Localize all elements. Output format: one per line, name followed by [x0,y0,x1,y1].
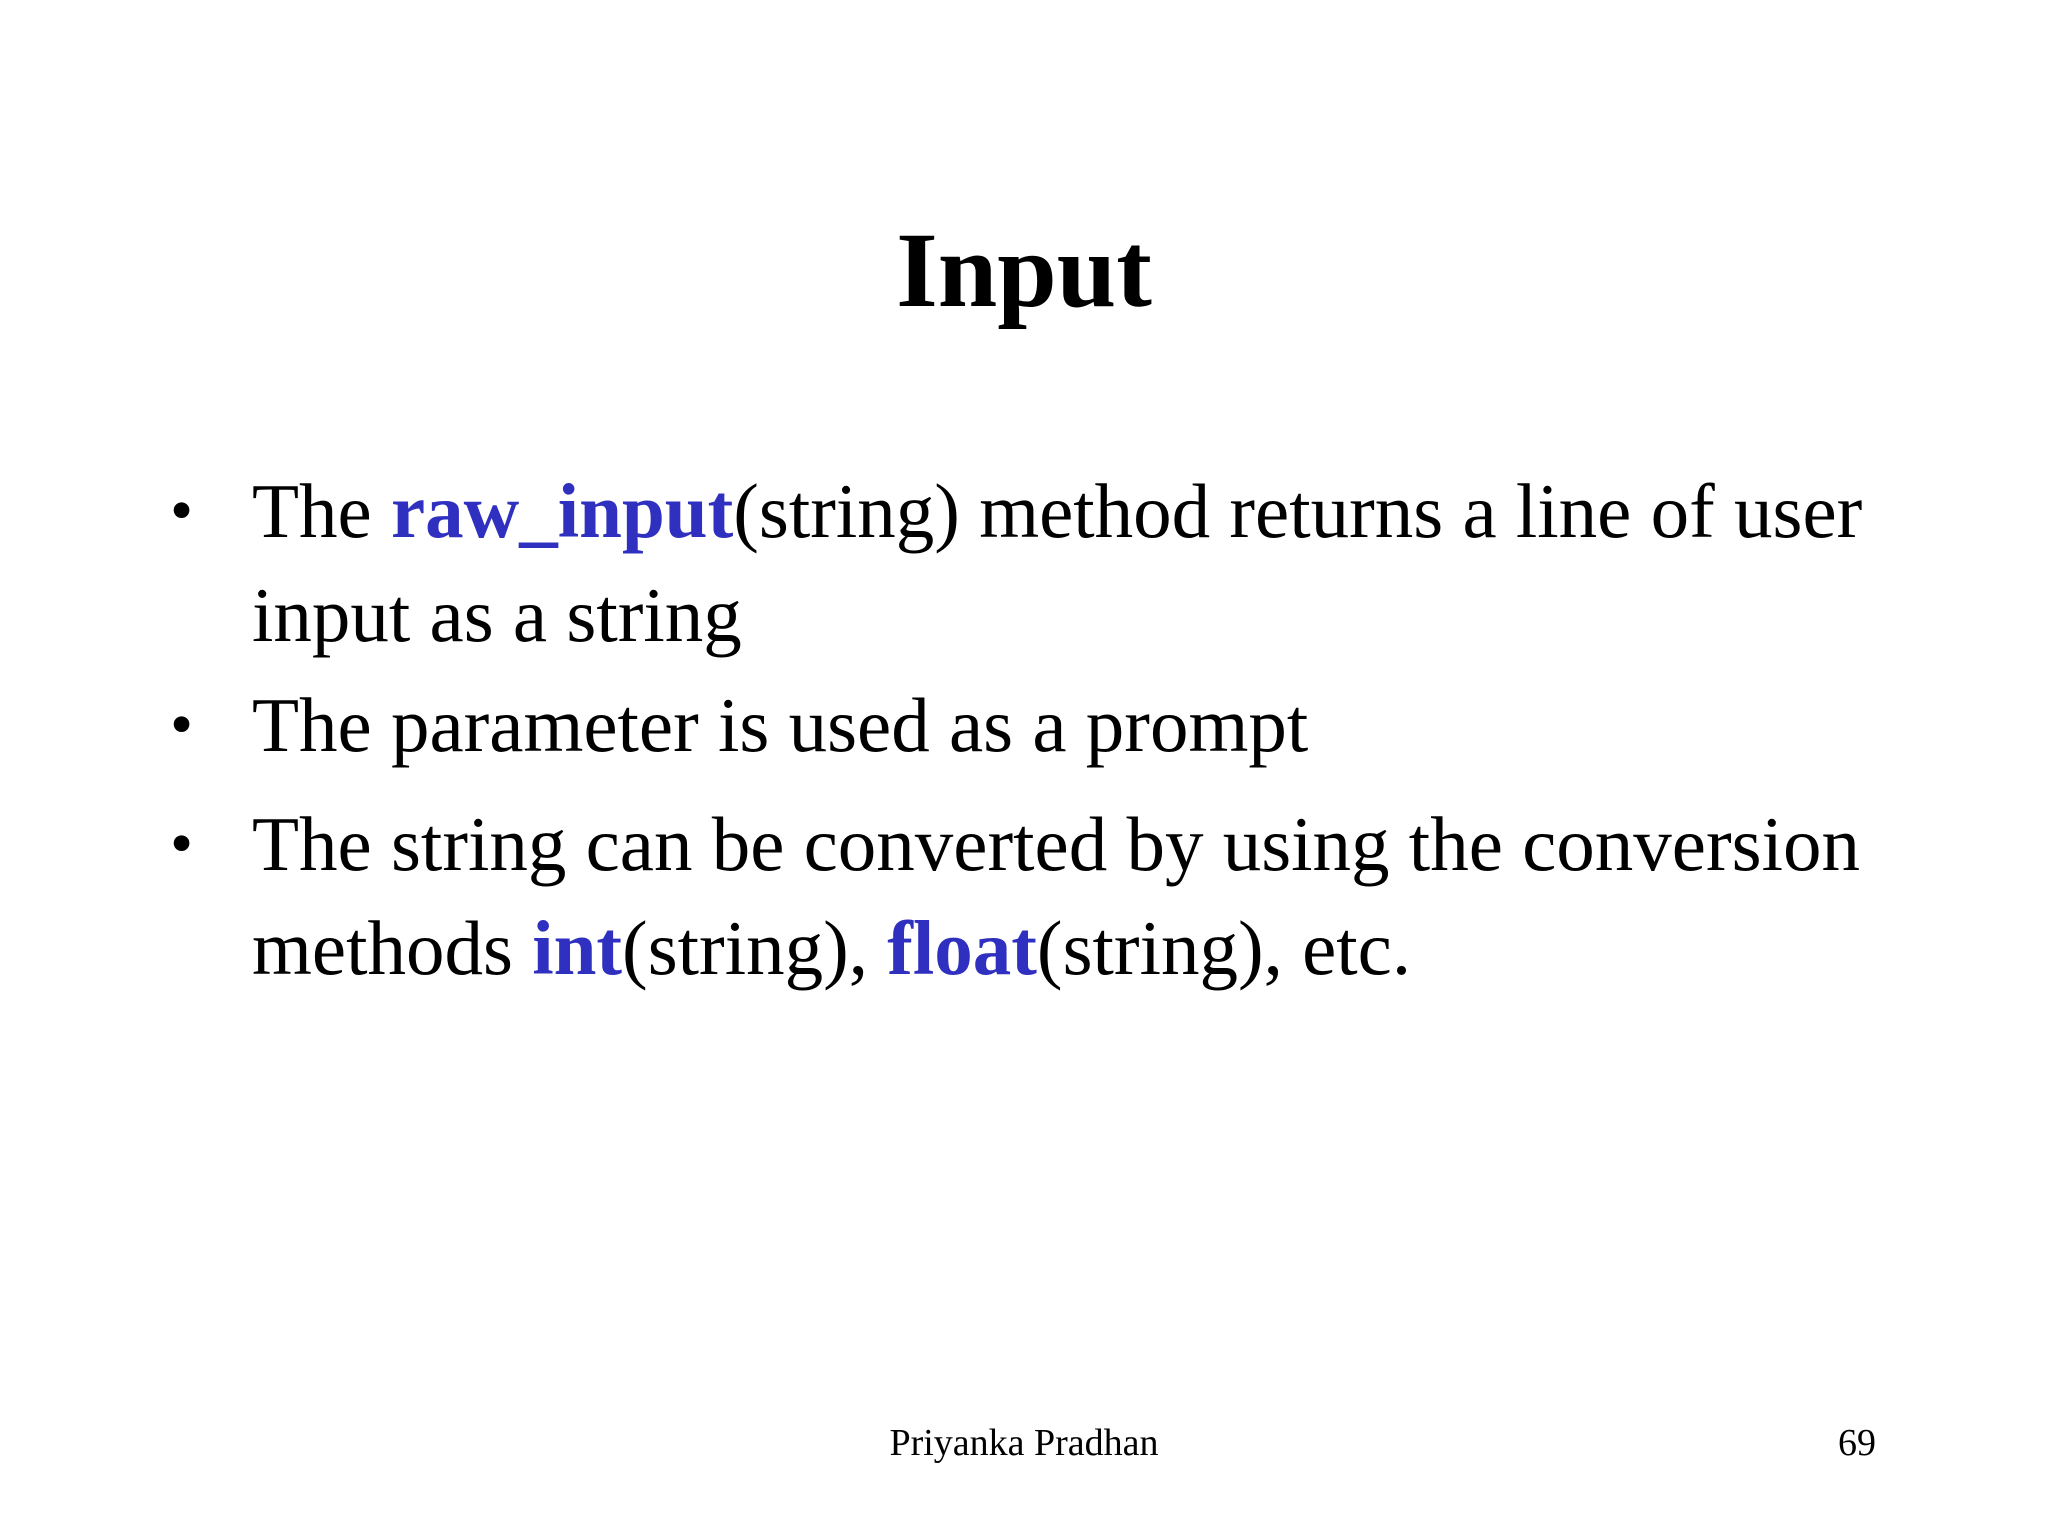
bullet-text: (string) method returns a line of user input as a string [252,468,1863,658]
keyword-float: float [887,905,1037,991]
page-number: 69 [1838,1422,1876,1464]
bullet-icon: • [170,688,194,761]
keyword-int: int [532,905,623,991]
bullet-text: (string), [622,905,888,991]
bullet-icon: • [170,807,194,880]
bullet-item [170,673,1932,777]
bullet-item [170,459,1932,667]
bullet-text: The string can be converted by using the conversion methods [252,801,1860,991]
footer-author: Priyanka Pradhan [889,1422,1159,1464]
slide-title: Input [896,212,1152,330]
bullet-text: The [252,468,391,554]
bullet-item [170,792,1932,1000]
keyword-raw-input: raw_input [390,468,734,554]
bullet-text: The parameter is used as a prompt [252,682,1309,768]
bullet-icon: • [170,474,194,547]
bullet-text: (string), etc. [1036,905,1412,991]
